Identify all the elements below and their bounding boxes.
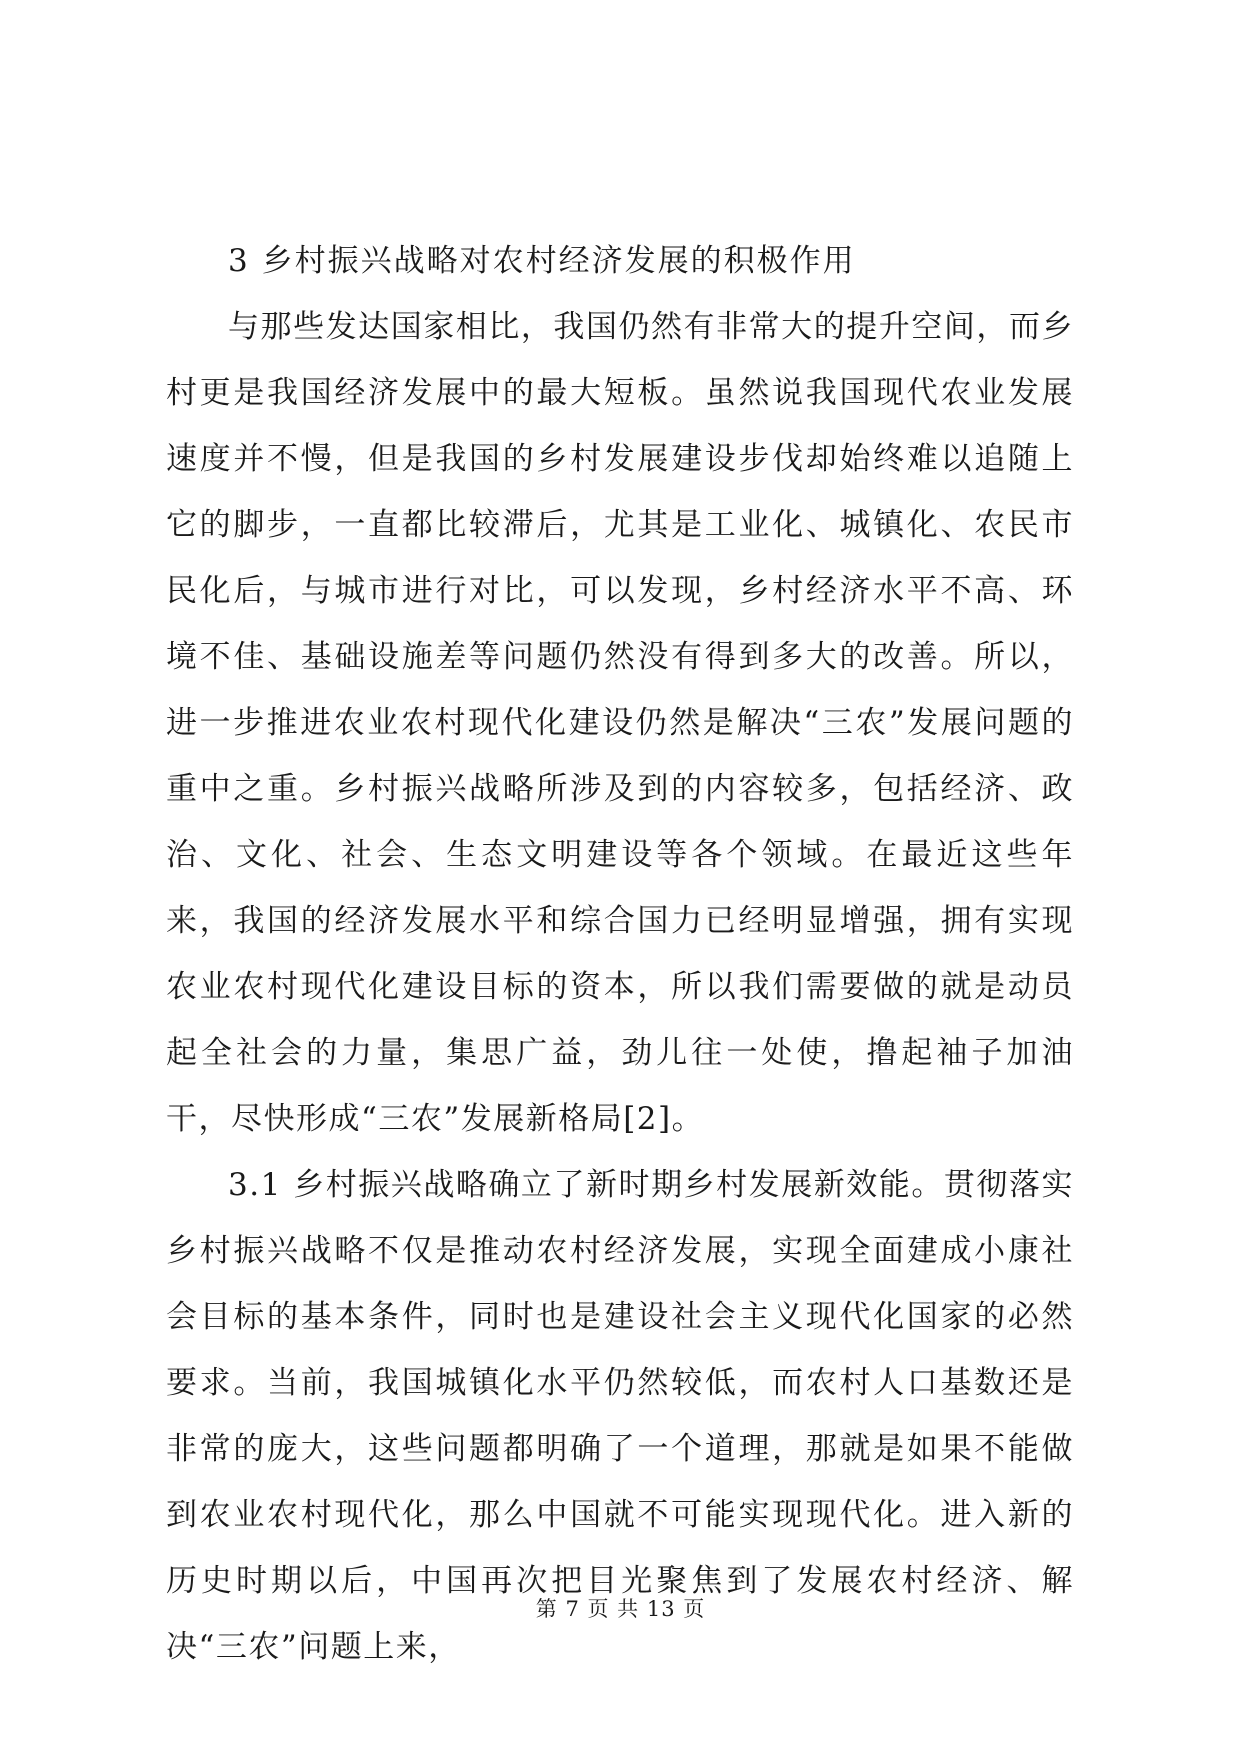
page-body <box>166 228 1074 1680</box>
section-heading: 3 乡村振兴战略对农村经济发展的积极作用 <box>228 243 856 279</box>
paragraph-3-1: 3.1 乡村振兴战略确立了新时期乡村发展新效能。贯彻落实乡村振兴战略不仅是推动农村经济发展，实现全面建成小康社会目标的基本条件，同时也是建设社会主义现代化国家的必然要求。当前，我国城镇化水平仍然较低，而农村人口基数还是非常的庞大，这些问题都明确了一个道理，那就是如果不能做到农业农村现代化，那么中国就不可能实现现代化。进入新的历史时期以后，中国再次把目光聚焦到了发展农村经济、解决“三农”问题上来， <box>166 1167 1074 1665</box>
page-number-footer: 第 7 页 共 13 页 <box>535 1597 706 1621</box>
paragraph-intro: 与那些发达国家相比，我国仍然有非常大的提升空间，而乡村更是我国经济发展中的最大短板。虽然说我国现代农业发展速度并不慢，但是我国的乡村发展建设步伐却始终难以追随上它的脚步，一直都比较滞后，尤其是工业化、城镇化、农民市民化后，与城市进行对比，可以发现，乡村经济水平不高、环境不佳、基础设施差等问题仍然没有得到多大的改善。所以，进一步推进农业农村现代化建设仍然是解决“三农”发展问题的重中之重。乡村振兴战略所涉及到的内容较多，包括经济、政治、文化、社会、生态文明建设等各个领域。在最近这些年来，我国的经济发展水平和综合国力已经明显增强，拥有实现农业农村现代化建设目标的资本，所以我们需要做的就是动员起全社会的力量，集思广益，劲儿往一处使，撸起袖子加油干，尽快形成“三农”发展新格局[2]。 <box>166 309 1074 1137</box>
